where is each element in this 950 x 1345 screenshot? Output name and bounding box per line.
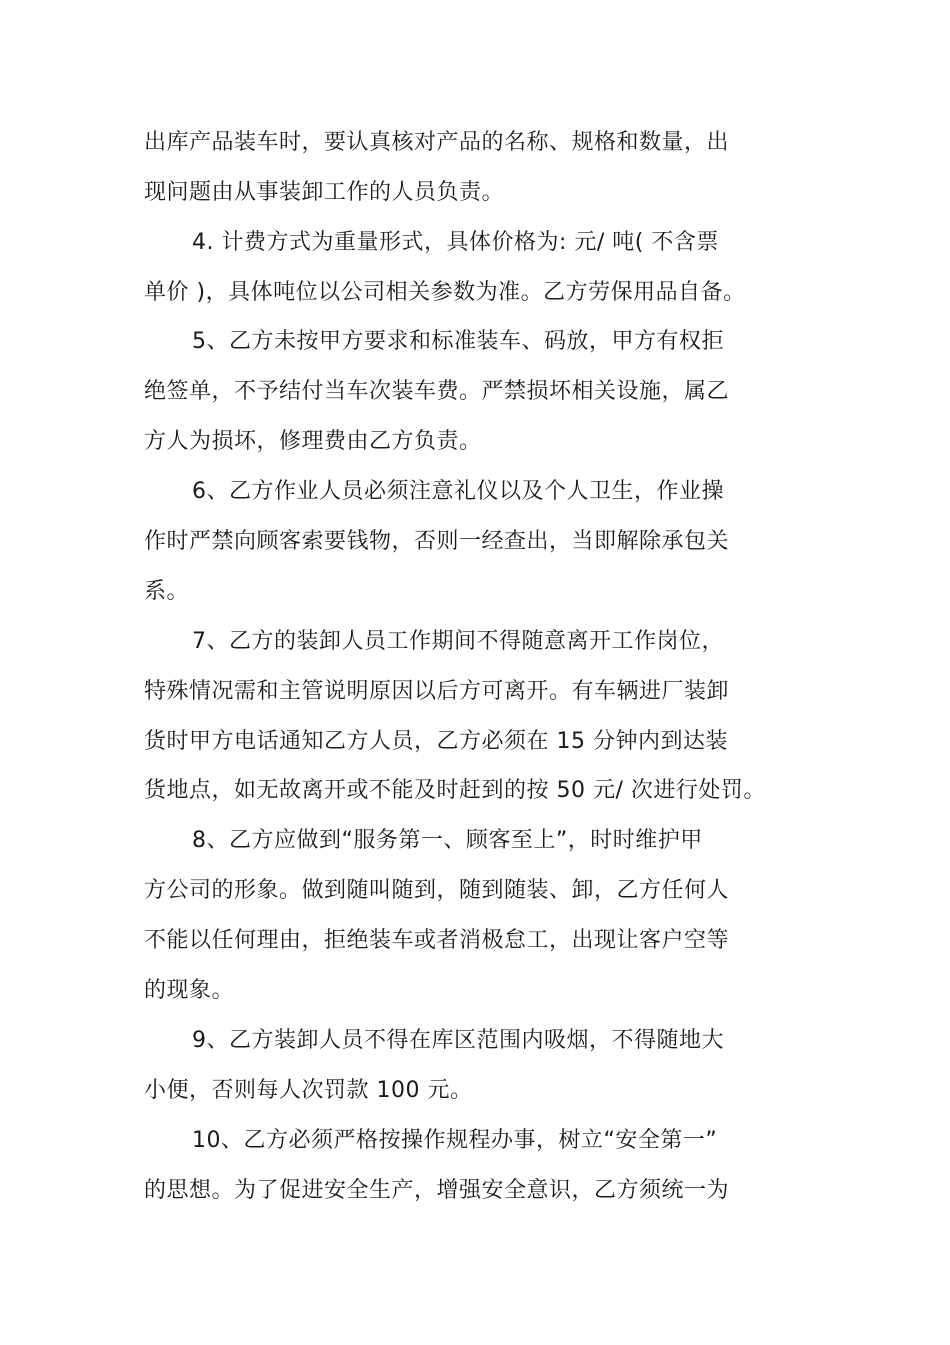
text-line: 6、乙方作业人员必须注意礼仪以及个人卫生，作业操	[192, 479, 724, 504]
text-line: 方公司的形象。做到随叫随到，随到随装、卸，乙方任何人	[144, 878, 730, 903]
text-line: 8、乙方应做到“服务第一、顾客至上”，时时维护甲	[192, 828, 703, 853]
text-line: 作时严禁向顾客索要钱物，否则一经查出，当即解除承包关	[144, 529, 730, 554]
text-line: 货时甲方电话通知乙方人员，乙方必须在 15 分钟内到达装	[144, 729, 728, 754]
text-line: 10、乙方必须严格按操作规程办事，树立“安全第一”	[192, 1128, 718, 1153]
text-line: 不能以任何理由，拒绝装车或者消极怠工，出现让客户空等	[144, 928, 730, 953]
text-line: 4. 计费方式为重量形式，具体价格为: 元/ 吨( 不含票	[192, 230, 719, 255]
text-line: 方人为损坏，修理费由乙方负责。	[144, 429, 482, 454]
text-line: 现问题由从事装卸工作的人员负责。	[144, 180, 505, 205]
text-line: 的思想。为了促进安全生产，增强安全意识，乙方须统一为	[144, 1178, 730, 1203]
text-line: 9、乙方装卸人员不得在库区范围内吸烟，不得随地大	[192, 1028, 724, 1053]
text-line: 出库产品装车时，要认真核对产品的名称、规格和数量，出	[144, 130, 730, 155]
text-line: 系。	[144, 579, 190, 604]
text-line: 绝签单，不予结付当车次装车费。严禁损坏相关设施，属乙	[144, 379, 730, 404]
text-line: 5、乙方未按甲方要求和标准装车、码放，甲方有权拒	[192, 329, 724, 354]
text-line: 7、乙方的装卸人员工作期间不得随意离开工作岗位，	[192, 629, 724, 654]
text-line: 小便，否则每人次罚款 100 元。	[144, 1078, 473, 1103]
text-line: 特殊情况需和主管说明原因以后方可离开。有车辆进厂装卸	[144, 679, 730, 704]
text-line: 的现象。	[144, 978, 235, 1003]
text-line: 货地点，如无故离开或不能及时赶到的按 50 元/ 次进行处罚。	[144, 778, 766, 803]
text-line: 单价 )，具体吨位以公司相关参数为准。乙方劳保用品自备。	[144, 280, 746, 305]
